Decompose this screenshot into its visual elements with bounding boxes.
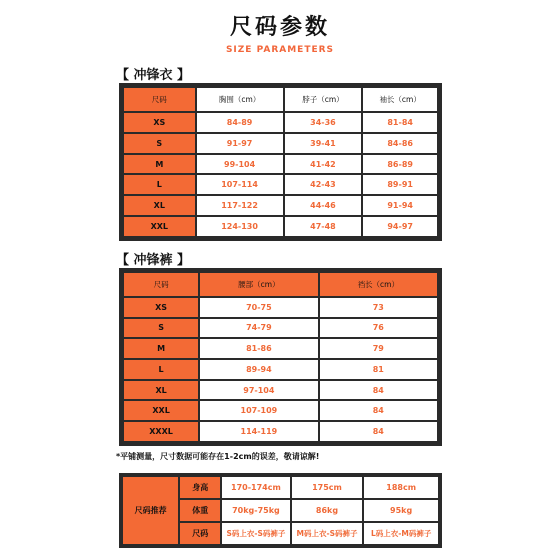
chest-cell: 99-104 bbox=[197, 155, 283, 174]
rise-cell: 81 bbox=[320, 360, 437, 379]
size-cell: M bbox=[124, 339, 198, 358]
table-row bbox=[124, 196, 437, 215]
recommend-value: L码上衣-M码裤子 bbox=[364, 523, 438, 544]
recommend-key: 体重 bbox=[180, 500, 220, 521]
pants-header-waist: 腰部（cm） bbox=[200, 273, 317, 296]
recommend-value: 175cm bbox=[292, 477, 363, 498]
sleeve-cell: 86-89 bbox=[363, 155, 437, 174]
sleeve-cell: 91-94 bbox=[363, 196, 437, 215]
sleeve-cell: 89-91 bbox=[363, 175, 437, 194]
recommend-value: 70kg-75kg bbox=[222, 500, 290, 521]
table-row bbox=[124, 360, 437, 379]
neck-cell: 39-41 bbox=[285, 134, 362, 153]
size-cell: S bbox=[124, 319, 198, 338]
table-row bbox=[124, 175, 437, 194]
waist-cell: 97-104 bbox=[200, 381, 317, 400]
waist-cell: 70-75 bbox=[200, 298, 317, 317]
table-row bbox=[124, 217, 437, 236]
rise-cell: 84 bbox=[320, 401, 437, 420]
sleeve-cell: 84-86 bbox=[363, 134, 437, 153]
table-row bbox=[124, 319, 437, 338]
size-cell: XXL bbox=[124, 401, 198, 420]
rise-cell: 73 bbox=[320, 298, 437, 317]
rise-cell: 84 bbox=[320, 422, 437, 441]
sleeve-cell: 94-97 bbox=[363, 217, 437, 236]
size-cell: L bbox=[124, 175, 195, 194]
pants-header-size: 尺码 bbox=[124, 273, 198, 296]
rise-cell: 84 bbox=[320, 381, 437, 400]
waist-cell: 74-79 bbox=[200, 319, 317, 338]
table-row bbox=[124, 422, 437, 441]
neck-cell: 44-46 bbox=[285, 196, 362, 215]
rise-cell: 79 bbox=[320, 339, 437, 358]
recommend-value: M码上衣-S码裤子 bbox=[292, 523, 363, 544]
size-cell: XS bbox=[124, 298, 198, 317]
size-cell: XXXL bbox=[124, 422, 198, 441]
recommend-label: 尺码推荐 bbox=[123, 477, 178, 544]
waist-cell: 89-94 bbox=[200, 360, 317, 379]
recommend-value: S码上衣-S码裤子 bbox=[222, 523, 290, 544]
size-cell: XS bbox=[124, 113, 195, 132]
chest-cell: 124-130 bbox=[197, 217, 283, 236]
jacket-header-neck: 脖子（cm） bbox=[285, 88, 362, 111]
size-cell: XL bbox=[124, 381, 198, 400]
pants-header-rise: 裆长（cm） bbox=[320, 273, 437, 296]
recommend-value: 188cm bbox=[364, 477, 438, 498]
page-subtitle: SIZE PARAMETERS bbox=[225, 45, 335, 55]
size-recommendation-table bbox=[119, 473, 442, 548]
neck-cell: 41-42 bbox=[285, 155, 362, 174]
pants-section-title: 【 冲锋裤 】 bbox=[116, 253, 191, 268]
waist-cell: 107-109 bbox=[200, 401, 317, 420]
size-cell: XL bbox=[124, 196, 195, 215]
recommend-value: 86kg bbox=[292, 500, 363, 521]
table-row bbox=[124, 298, 437, 317]
table-row bbox=[124, 339, 437, 358]
waist-cell: 114-119 bbox=[200, 422, 317, 441]
neck-cell: 47-48 bbox=[285, 217, 362, 236]
table-row bbox=[124, 134, 437, 153]
size-cell: XXL bbox=[124, 217, 195, 236]
size-cell: L bbox=[124, 360, 198, 379]
rise-cell: 76 bbox=[320, 319, 437, 338]
jacket-size-table bbox=[119, 83, 442, 241]
table-row bbox=[124, 401, 437, 420]
pants-header-row bbox=[124, 273, 437, 296]
recommend-value: 170-174cm bbox=[222, 477, 290, 498]
size-cell: M bbox=[124, 155, 195, 174]
chest-cell: 107-114 bbox=[197, 175, 283, 194]
table-row bbox=[124, 155, 437, 174]
table-row bbox=[124, 113, 437, 132]
jacket-header-sleeve: 袖长（cm） bbox=[363, 88, 437, 111]
jacket-header-size: 尺码 bbox=[124, 88, 195, 111]
neck-cell: 42-43 bbox=[285, 175, 362, 194]
pants-size-table bbox=[119, 268, 442, 446]
recommend-key: 身高 bbox=[180, 477, 220, 498]
jacket-header-chest: 胸围（cm） bbox=[197, 88, 283, 111]
recommend-height-row bbox=[123, 477, 438, 498]
jacket-section-title: 【 冲锋衣 】 bbox=[116, 68, 191, 83]
waist-cell: 81-86 bbox=[200, 339, 317, 358]
chest-cell: 91-97 bbox=[197, 134, 283, 153]
recommend-key: 尺码 bbox=[180, 523, 220, 544]
jacket-header-row bbox=[124, 88, 437, 111]
recommend-value: 95kg bbox=[364, 500, 438, 521]
sleeve-cell: 81-84 bbox=[363, 113, 437, 132]
neck-cell: 34-36 bbox=[285, 113, 362, 132]
size-cell: S bbox=[124, 134, 195, 153]
table-row bbox=[124, 381, 437, 400]
page-title: 尺码参数 bbox=[229, 15, 330, 40]
measurement-note: *平铺测量，尺寸数据可能存在1-2cm的误差，敬请谅解! bbox=[116, 452, 320, 461]
chest-cell: 117-122 bbox=[197, 196, 283, 215]
chest-cell: 84-89 bbox=[197, 113, 283, 132]
